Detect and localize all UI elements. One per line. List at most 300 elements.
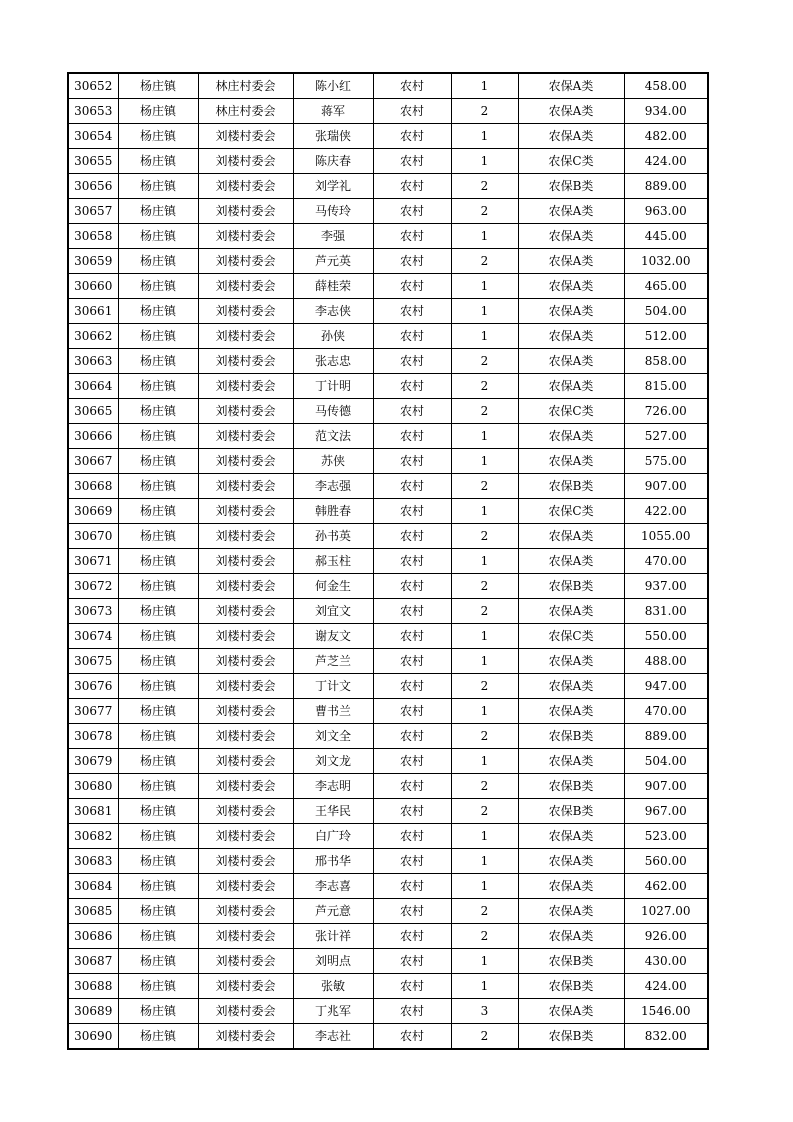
area-cell: 农村 bbox=[373, 974, 451, 999]
id-cell: 30674 bbox=[68, 624, 118, 649]
amount-cell: 488.00 bbox=[624, 649, 708, 674]
id-cell: 30682 bbox=[68, 824, 118, 849]
area-cell: 农村 bbox=[373, 874, 451, 899]
category-cell: 农保B类 bbox=[518, 799, 624, 824]
amount-cell: 1027.00 bbox=[624, 899, 708, 924]
name-cell: 孙书英 bbox=[293, 524, 373, 549]
name-cell: 陈庆春 bbox=[293, 149, 373, 174]
village-cell: 刘楼村委会 bbox=[198, 424, 293, 449]
village-cell: 刘楼村委会 bbox=[198, 999, 293, 1024]
table-row bbox=[68, 749, 708, 774]
amount-cell: 445.00 bbox=[624, 224, 708, 249]
category-cell: 农保A类 bbox=[518, 674, 624, 699]
amount-cell: 482.00 bbox=[624, 124, 708, 149]
id-cell: 30677 bbox=[68, 699, 118, 724]
name-cell: 李志明 bbox=[293, 774, 373, 799]
village-cell: 刘楼村委会 bbox=[198, 924, 293, 949]
count-cell: 1 bbox=[451, 149, 518, 174]
village-cell: 刘楼村委会 bbox=[198, 549, 293, 574]
village-cell: 刘楼村委会 bbox=[198, 299, 293, 324]
area-cell: 农村 bbox=[373, 799, 451, 824]
name-cell: 王华民 bbox=[293, 799, 373, 824]
category-cell: 农保A类 bbox=[518, 224, 624, 249]
count-cell: 2 bbox=[451, 674, 518, 699]
table-row bbox=[68, 674, 708, 699]
area-cell: 农村 bbox=[373, 524, 451, 549]
category-cell: 农保A类 bbox=[518, 449, 624, 474]
table-row bbox=[68, 73, 708, 99]
category-cell: 农保A类 bbox=[518, 649, 624, 674]
category-cell: 农保A类 bbox=[518, 99, 624, 124]
village-cell: 刘楼村委会 bbox=[198, 899, 293, 924]
area-cell: 农村 bbox=[373, 674, 451, 699]
village-cell: 林庄村委会 bbox=[198, 73, 293, 99]
category-cell: 农保B类 bbox=[518, 574, 624, 599]
village-cell: 刘楼村委会 bbox=[198, 474, 293, 499]
name-cell: 邢书华 bbox=[293, 849, 373, 874]
town-cell: 杨庄镇 bbox=[118, 999, 198, 1024]
id-cell: 30666 bbox=[68, 424, 118, 449]
amount-cell: 550.00 bbox=[624, 624, 708, 649]
name-cell: 芦元意 bbox=[293, 899, 373, 924]
town-cell: 杨庄镇 bbox=[118, 649, 198, 674]
count-cell: 1 bbox=[451, 224, 518, 249]
id-cell: 30672 bbox=[68, 574, 118, 599]
town-cell: 杨庄镇 bbox=[118, 524, 198, 549]
amount-cell: 832.00 bbox=[624, 1024, 708, 1050]
count-cell: 2 bbox=[451, 899, 518, 924]
town-cell: 杨庄镇 bbox=[118, 699, 198, 724]
id-cell: 30655 bbox=[68, 149, 118, 174]
name-cell: 范文法 bbox=[293, 424, 373, 449]
town-cell: 杨庄镇 bbox=[118, 374, 198, 399]
name-cell: 蒋军 bbox=[293, 99, 373, 124]
town-cell: 杨庄镇 bbox=[118, 199, 198, 224]
category-cell: 农保A类 bbox=[518, 549, 624, 574]
name-cell: 李志喜 bbox=[293, 874, 373, 899]
category-cell: 农保C类 bbox=[518, 624, 624, 649]
id-cell: 30656 bbox=[68, 174, 118, 199]
id-cell: 30680 bbox=[68, 774, 118, 799]
table-row bbox=[68, 124, 708, 149]
count-cell: 1 bbox=[451, 974, 518, 999]
amount-cell: 470.00 bbox=[624, 699, 708, 724]
village-cell: 刘楼村委会 bbox=[198, 674, 293, 699]
village-cell: 刘楼村委会 bbox=[198, 974, 293, 999]
amount-cell: 424.00 bbox=[624, 974, 708, 999]
town-cell: 杨庄镇 bbox=[118, 574, 198, 599]
town-cell: 杨庄镇 bbox=[118, 73, 198, 99]
town-cell: 杨庄镇 bbox=[118, 1024, 198, 1050]
village-cell: 刘楼村委会 bbox=[198, 249, 293, 274]
category-cell: 农保A类 bbox=[518, 124, 624, 149]
count-cell: 2 bbox=[451, 174, 518, 199]
count-cell: 2 bbox=[451, 774, 518, 799]
town-cell: 杨庄镇 bbox=[118, 324, 198, 349]
amount-cell: 889.00 bbox=[624, 174, 708, 199]
amount-cell: 831.00 bbox=[624, 599, 708, 624]
amount-cell: 947.00 bbox=[624, 674, 708, 699]
name-cell: 张计祥 bbox=[293, 924, 373, 949]
id-cell: 30684 bbox=[68, 874, 118, 899]
amount-cell: 1055.00 bbox=[624, 524, 708, 549]
table-row bbox=[68, 574, 708, 599]
area-cell: 农村 bbox=[373, 324, 451, 349]
category-cell: 农保B类 bbox=[518, 174, 624, 199]
village-cell: 刘楼村委会 bbox=[198, 449, 293, 474]
table-row bbox=[68, 724, 708, 749]
town-cell: 杨庄镇 bbox=[118, 749, 198, 774]
town-cell: 杨庄镇 bbox=[118, 974, 198, 999]
category-cell: 农保B类 bbox=[518, 774, 624, 799]
amount-cell: 934.00 bbox=[624, 99, 708, 124]
table-row bbox=[68, 624, 708, 649]
amount-cell: 523.00 bbox=[624, 824, 708, 849]
table-row bbox=[68, 949, 708, 974]
town-cell: 杨庄镇 bbox=[118, 949, 198, 974]
area-cell: 农村 bbox=[373, 99, 451, 124]
town-cell: 杨庄镇 bbox=[118, 799, 198, 824]
name-cell: 孙侠 bbox=[293, 324, 373, 349]
amount-cell: 1032.00 bbox=[624, 249, 708, 274]
village-cell: 刘楼村委会 bbox=[198, 624, 293, 649]
village-cell: 刘楼村委会 bbox=[198, 224, 293, 249]
id-cell: 30670 bbox=[68, 524, 118, 549]
area-cell: 农村 bbox=[373, 73, 451, 99]
category-cell: 农保A类 bbox=[518, 824, 624, 849]
area-cell: 农村 bbox=[373, 249, 451, 274]
area-cell: 农村 bbox=[373, 224, 451, 249]
name-cell: 陈小红 bbox=[293, 73, 373, 99]
count-cell: 1 bbox=[451, 549, 518, 574]
amount-cell: 458.00 bbox=[624, 73, 708, 99]
table-row bbox=[68, 199, 708, 224]
count-cell: 1 bbox=[451, 424, 518, 449]
name-cell: 刘宜文 bbox=[293, 599, 373, 624]
id-cell: 30688 bbox=[68, 974, 118, 999]
id-cell: 30652 bbox=[68, 73, 118, 99]
category-cell: 农保A类 bbox=[518, 274, 624, 299]
town-cell: 杨庄镇 bbox=[118, 449, 198, 474]
count-cell: 3 bbox=[451, 999, 518, 1024]
village-cell: 刘楼村委会 bbox=[198, 399, 293, 424]
town-cell: 杨庄镇 bbox=[118, 774, 198, 799]
count-cell: 2 bbox=[451, 199, 518, 224]
count-cell: 2 bbox=[451, 399, 518, 424]
category-cell: 农保B类 bbox=[518, 1024, 624, 1050]
area-cell: 农村 bbox=[373, 199, 451, 224]
amount-cell: 1546.00 bbox=[624, 999, 708, 1024]
count-cell: 2 bbox=[451, 374, 518, 399]
village-cell: 刘楼村委会 bbox=[198, 774, 293, 799]
count-cell: 1 bbox=[451, 649, 518, 674]
table-row bbox=[68, 224, 708, 249]
area-cell: 农村 bbox=[373, 124, 451, 149]
name-cell: 曹书兰 bbox=[293, 699, 373, 724]
count-cell: 2 bbox=[451, 599, 518, 624]
category-cell: 农保C类 bbox=[518, 499, 624, 524]
town-cell: 杨庄镇 bbox=[118, 924, 198, 949]
name-cell: 刘文龙 bbox=[293, 749, 373, 774]
id-cell: 30679 bbox=[68, 749, 118, 774]
village-cell: 刘楼村委会 bbox=[198, 349, 293, 374]
id-cell: 30681 bbox=[68, 799, 118, 824]
table-row bbox=[68, 799, 708, 824]
count-cell: 2 bbox=[451, 574, 518, 599]
area-cell: 农村 bbox=[373, 849, 451, 874]
name-cell: 芦芝兰 bbox=[293, 649, 373, 674]
id-cell: 30657 bbox=[68, 199, 118, 224]
village-cell: 刘楼村委会 bbox=[198, 699, 293, 724]
amount-cell: 527.00 bbox=[624, 424, 708, 449]
category-cell: 农保A类 bbox=[518, 73, 624, 99]
category-cell: 农保A类 bbox=[518, 299, 624, 324]
data-table bbox=[67, 72, 709, 1050]
area-cell: 农村 bbox=[373, 499, 451, 524]
category-cell: 农保A类 bbox=[518, 899, 624, 924]
name-cell: 张瑞侠 bbox=[293, 124, 373, 149]
area-cell: 农村 bbox=[373, 699, 451, 724]
id-cell: 30662 bbox=[68, 324, 118, 349]
name-cell: 何金生 bbox=[293, 574, 373, 599]
id-cell: 30675 bbox=[68, 649, 118, 674]
id-cell: 30668 bbox=[68, 474, 118, 499]
amount-cell: 422.00 bbox=[624, 499, 708, 524]
table-row bbox=[68, 99, 708, 124]
town-cell: 杨庄镇 bbox=[118, 249, 198, 274]
town-cell: 杨庄镇 bbox=[118, 874, 198, 899]
name-cell: 李志社 bbox=[293, 1024, 373, 1050]
name-cell: 马传德 bbox=[293, 399, 373, 424]
area-cell: 农村 bbox=[373, 274, 451, 299]
id-cell: 30678 bbox=[68, 724, 118, 749]
amount-cell: 462.00 bbox=[624, 874, 708, 899]
area-cell: 农村 bbox=[373, 449, 451, 474]
village-cell: 刘楼村委会 bbox=[198, 149, 293, 174]
name-cell: 刘文全 bbox=[293, 724, 373, 749]
id-cell: 30659 bbox=[68, 249, 118, 274]
category-cell: 农保A类 bbox=[518, 699, 624, 724]
count-cell: 2 bbox=[451, 349, 518, 374]
table-row bbox=[68, 324, 708, 349]
area-cell: 农村 bbox=[373, 599, 451, 624]
village-cell: 刘楼村委会 bbox=[198, 824, 293, 849]
village-cell: 刘楼村委会 bbox=[198, 949, 293, 974]
area-cell: 农村 bbox=[373, 649, 451, 674]
category-cell: 农保A类 bbox=[518, 924, 624, 949]
name-cell: 李志强 bbox=[293, 474, 373, 499]
name-cell: 郝玉柱 bbox=[293, 549, 373, 574]
village-cell: 刘楼村委会 bbox=[198, 524, 293, 549]
category-cell: 农保B类 bbox=[518, 724, 624, 749]
village-cell: 刘楼村委会 bbox=[198, 199, 293, 224]
area-cell: 农村 bbox=[373, 549, 451, 574]
count-cell: 1 bbox=[451, 749, 518, 774]
area-cell: 农村 bbox=[373, 899, 451, 924]
table-row bbox=[68, 699, 708, 724]
area-cell: 农村 bbox=[373, 174, 451, 199]
town-cell: 杨庄镇 bbox=[118, 424, 198, 449]
village-cell: 刘楼村委会 bbox=[198, 499, 293, 524]
name-cell: 马传玲 bbox=[293, 199, 373, 224]
village-cell: 刘楼村委会 bbox=[198, 574, 293, 599]
name-cell: 芦元英 bbox=[293, 249, 373, 274]
town-cell: 杨庄镇 bbox=[118, 499, 198, 524]
name-cell: 白广玲 bbox=[293, 824, 373, 849]
count-cell: 1 bbox=[451, 624, 518, 649]
town-cell: 杨庄镇 bbox=[118, 274, 198, 299]
town-cell: 杨庄镇 bbox=[118, 99, 198, 124]
amount-cell: 967.00 bbox=[624, 799, 708, 824]
amount-cell: 907.00 bbox=[624, 474, 708, 499]
village-cell: 刘楼村委会 bbox=[198, 799, 293, 824]
amount-cell: 560.00 bbox=[624, 849, 708, 874]
category-cell: 农保A类 bbox=[518, 349, 624, 374]
amount-cell: 470.00 bbox=[624, 549, 708, 574]
town-cell: 杨庄镇 bbox=[118, 299, 198, 324]
area-cell: 农村 bbox=[373, 149, 451, 174]
table-row bbox=[68, 849, 708, 874]
area-cell: 农村 bbox=[373, 999, 451, 1024]
amount-cell: 575.00 bbox=[624, 449, 708, 474]
area-cell: 农村 bbox=[373, 749, 451, 774]
category-cell: 农保C类 bbox=[518, 399, 624, 424]
amount-cell: 858.00 bbox=[624, 349, 708, 374]
amount-cell: 430.00 bbox=[624, 949, 708, 974]
count-cell: 2 bbox=[451, 249, 518, 274]
count-cell: 2 bbox=[451, 474, 518, 499]
name-cell: 丁计文 bbox=[293, 674, 373, 699]
id-cell: 30683 bbox=[68, 849, 118, 874]
category-cell: 农保B类 bbox=[518, 949, 624, 974]
village-cell: 刘楼村委会 bbox=[198, 374, 293, 399]
table-row bbox=[68, 524, 708, 549]
area-cell: 农村 bbox=[373, 774, 451, 799]
table-row bbox=[68, 349, 708, 374]
count-cell: 2 bbox=[451, 924, 518, 949]
village-cell: 刘楼村委会 bbox=[198, 1024, 293, 1050]
id-cell: 30676 bbox=[68, 674, 118, 699]
village-cell: 刘楼村委会 bbox=[198, 174, 293, 199]
table-row bbox=[68, 149, 708, 174]
area-cell: 农村 bbox=[373, 399, 451, 424]
name-cell: 李强 bbox=[293, 224, 373, 249]
table-body bbox=[68, 73, 708, 1049]
count-cell: 2 bbox=[451, 799, 518, 824]
table-row bbox=[68, 924, 708, 949]
table-row bbox=[68, 424, 708, 449]
table-row bbox=[68, 974, 708, 999]
name-cell: 刘学礼 bbox=[293, 174, 373, 199]
table-row bbox=[68, 499, 708, 524]
area-cell: 农村 bbox=[373, 424, 451, 449]
count-cell: 1 bbox=[451, 449, 518, 474]
area-cell: 农村 bbox=[373, 474, 451, 499]
area-cell: 农村 bbox=[373, 574, 451, 599]
village-cell: 刘楼村委会 bbox=[198, 724, 293, 749]
table-row bbox=[68, 299, 708, 324]
area-cell: 农村 bbox=[373, 1024, 451, 1050]
category-cell: 农保A类 bbox=[518, 374, 624, 399]
count-cell: 1 bbox=[451, 849, 518, 874]
village-cell: 刘楼村委会 bbox=[198, 849, 293, 874]
count-cell: 1 bbox=[451, 274, 518, 299]
table-row bbox=[68, 274, 708, 299]
category-cell: 农保A类 bbox=[518, 524, 624, 549]
category-cell: 农保A类 bbox=[518, 749, 624, 774]
village-cell: 刘楼村委会 bbox=[198, 599, 293, 624]
town-cell: 杨庄镇 bbox=[118, 174, 198, 199]
amount-cell: 907.00 bbox=[624, 774, 708, 799]
town-cell: 杨庄镇 bbox=[118, 399, 198, 424]
count-cell: 1 bbox=[451, 874, 518, 899]
table-row bbox=[68, 874, 708, 899]
town-cell: 杨庄镇 bbox=[118, 624, 198, 649]
count-cell: 2 bbox=[451, 724, 518, 749]
name-cell: 谢友文 bbox=[293, 624, 373, 649]
table-row bbox=[68, 249, 708, 274]
area-cell: 农村 bbox=[373, 624, 451, 649]
count-cell: 2 bbox=[451, 524, 518, 549]
area-cell: 农村 bbox=[373, 374, 451, 399]
count-cell: 2 bbox=[451, 99, 518, 124]
table-row bbox=[68, 549, 708, 574]
name-cell: 丁计明 bbox=[293, 374, 373, 399]
category-cell: 农保A类 bbox=[518, 324, 624, 349]
amount-cell: 726.00 bbox=[624, 399, 708, 424]
id-cell: 30686 bbox=[68, 924, 118, 949]
document-page bbox=[67, 72, 707, 1050]
count-cell: 1 bbox=[451, 699, 518, 724]
category-cell: 农保A类 bbox=[518, 999, 624, 1024]
id-cell: 30665 bbox=[68, 399, 118, 424]
count-cell: 1 bbox=[451, 324, 518, 349]
name-cell: 薛桂荣 bbox=[293, 274, 373, 299]
count-cell: 1 bbox=[451, 124, 518, 149]
area-cell: 农村 bbox=[373, 949, 451, 974]
village-cell: 刘楼村委会 bbox=[198, 274, 293, 299]
table-row bbox=[68, 449, 708, 474]
town-cell: 杨庄镇 bbox=[118, 899, 198, 924]
town-cell: 杨庄镇 bbox=[118, 149, 198, 174]
table-row bbox=[68, 824, 708, 849]
table-row bbox=[68, 399, 708, 424]
count-cell: 1 bbox=[451, 824, 518, 849]
name-cell: 刘明点 bbox=[293, 949, 373, 974]
id-cell: 30690 bbox=[68, 1024, 118, 1050]
name-cell: 张志忠 bbox=[293, 349, 373, 374]
category-cell: 农保B类 bbox=[518, 974, 624, 999]
amount-cell: 926.00 bbox=[624, 924, 708, 949]
area-cell: 农村 bbox=[373, 299, 451, 324]
amount-cell: 815.00 bbox=[624, 374, 708, 399]
count-cell: 1 bbox=[451, 949, 518, 974]
town-cell: 杨庄镇 bbox=[118, 674, 198, 699]
village-cell: 刘楼村委会 bbox=[198, 124, 293, 149]
table-row bbox=[68, 474, 708, 499]
table-row bbox=[68, 774, 708, 799]
category-cell: 农保A类 bbox=[518, 599, 624, 624]
category-cell: 农保A类 bbox=[518, 874, 624, 899]
area-cell: 农村 bbox=[373, 824, 451, 849]
amount-cell: 504.00 bbox=[624, 749, 708, 774]
category-cell: 农保C类 bbox=[518, 149, 624, 174]
id-cell: 30658 bbox=[68, 224, 118, 249]
category-cell: 农保A类 bbox=[518, 249, 624, 274]
amount-cell: 512.00 bbox=[624, 324, 708, 349]
village-cell: 刘楼村委会 bbox=[198, 324, 293, 349]
village-cell: 刘楼村委会 bbox=[198, 874, 293, 899]
